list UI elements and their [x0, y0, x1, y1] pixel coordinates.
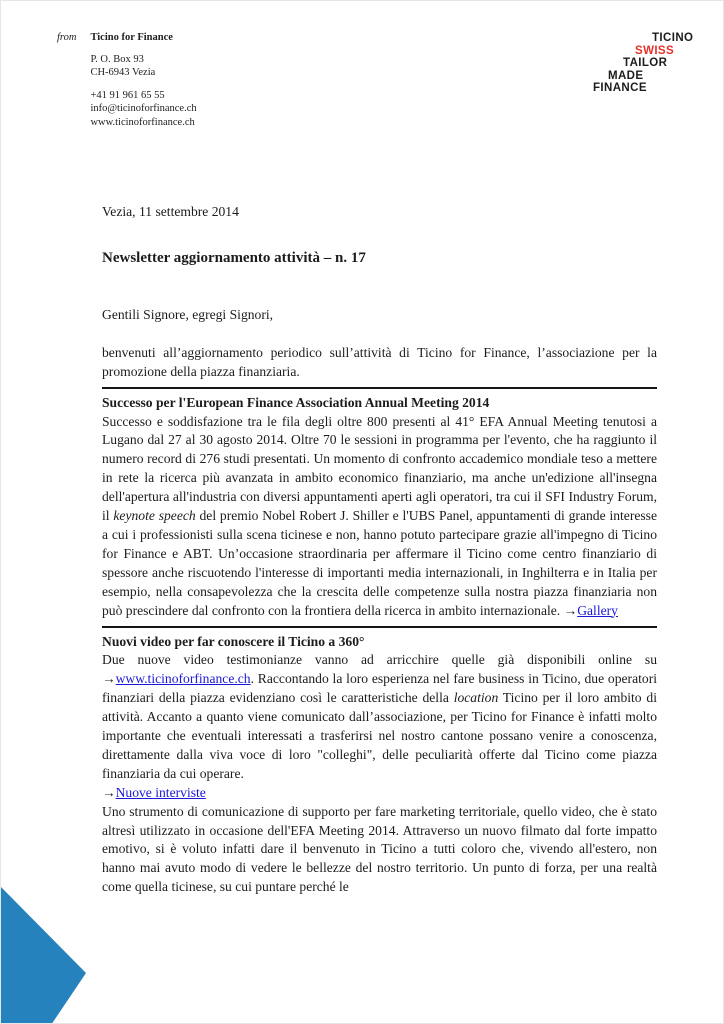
- logo-line-made: MADE: [608, 69, 644, 82]
- sender-address: [90, 53, 196, 80]
- sender-email: info@ticinoforfinance.ch: [90, 103, 197, 114]
- sender-address-line: P. O. Box 93: [90, 53, 144, 65]
- text-run: . Raccontando la loro esperienza nel fare business in Ticino, due operatori finanziari della piazza evidenziano così le caratteristiche della: [102, 671, 657, 706]
- salutation: Gentili Signore, egregi Signori,: [102, 306, 274, 322]
- logo-line-tailor: TAILOR: [623, 57, 668, 70]
- section-paragraph-video-1: [102, 651, 657, 802]
- gallery-link[interactable]: Gallery: [577, 602, 618, 618]
- logo-line-finance: FINANCE: [593, 82, 647, 95]
- logo-line-swiss: SWISS: [635, 44, 675, 57]
- blue-arrow-graphic: [1, 885, 87, 1024]
- sender-block: [57, 31, 197, 129]
- sender-website: www.ticinoforfinance.ch: [90, 116, 195, 128]
- website-link[interactable]: www.ticinoforfinance.ch: [115, 671, 251, 687]
- text-run: Ticino per il loro ambito di attività. Accanto a quanto viene comunicato dall’associazione, per Ticino for Finance è infatti molto importante che eventuali interessati a trasferirsi nel nostro cantone possano venire a conoscenza, direttamente dalla viva voce di loro "colleghi", delle peculiarità offerte dal Ticino come piazza finanziaria da cui operare.: [102, 690, 657, 781]
- section-paragraph-video-2: [102, 803, 657, 898]
- blue-arrow-shape: [1, 887, 86, 1024]
- logo-line-ticino: TICINO: [652, 32, 694, 44]
- intro-paragraph: benvenuti all’aggiornamento periodico sull’attività di Ticino for Finance, l’associazione per la promozione della piazza finanziaria.: [102, 344, 657, 379]
- dateline: Vezia, 11 settembre 2014: [102, 204, 239, 219]
- text-run: Uno strumento di comunicazione di supporto per fare marketing territoriale, quello video, che è stato altresì utilizzato in occasione dell'EFA Meeting 2014. Attraverso un nuovo filmato dal forte impatto emotivo, si è voluto infatti dare il benvenuto in Ticino a tutti coloro che, vivendo all'estero, non hanno mai avuto modo di vedere le bellezze del nostro territorio. Un punto di forza, per una realtà come quella ticinese, su cui puntare perché le: [102, 803, 657, 895]
- from-label: from: [57, 32, 77, 43]
- sender-address-line: CH-6943 Vezia: [90, 67, 156, 78]
- text-run: Successo e soddisfazione tra le fila degli oltre 800 presenti al 41° EFA Annual Meeting tenutosi a Lugano dal 27 al 30 agosto 2014. Oltre 70 le sessioni in programma per l'evento, che ha raggiunto il numero record di 276 studi presentati. Un momento di confronto accademico mondiale teso a mettere in rete la ricerca più avanzata in ambito economico finanziario, ma anche un'edizione all'insegna dell'apertura all'industria con diversi appuntamenti aperti agli operatori, tra cui il SFI Industry Forum, il: [102, 413, 657, 524]
- italic-text: keynote speech: [113, 508, 196, 524]
- italic-text: location: [453, 690, 499, 706]
- section-paragraph-efa: [102, 413, 657, 621]
- sender-name: Ticino for Finance: [90, 32, 173, 43]
- arrow-glyph: →: [102, 671, 116, 687]
- arrow-glyph: →: [563, 602, 578, 618]
- sender-details: [90, 31, 196, 129]
- sender-contact: [90, 89, 196, 130]
- brand-logo: [593, 32, 693, 95]
- sender-phone: +41 91 961 65 55: [90, 89, 165, 101]
- interviews-link[interactable]: Nuove interviste: [115, 784, 206, 800]
- letter-body: [102, 203, 657, 897]
- section-heading-video: Nuovi video per far conoscere il Ticino a 360°: [102, 633, 365, 649]
- section-divider: [102, 626, 657, 628]
- arrow-glyph: →: [102, 784, 116, 800]
- newsletter-title: Newsletter aggiornamento attività – n. 17: [102, 249, 366, 266]
- section-heading-efa: Successo per l'European Finance Association Annual Meeting 2014: [102, 394, 490, 410]
- section-divider: [102, 387, 657, 389]
- text-run: del premio Nobel Robert J. Shiller e l'UBS Panel, appuntamenti di grande interesse a cui i professionisti sulla scena ticinese e non, hanno potuto partecipare grazie all'impegno di Ticino for Finance e ABT. Un’occasione straordinaria per affermare il Ticino come centro finanziario di spessore anche riscuotendo l'interesse di importanti media internazionali, in Inghilterra e in Italia per esempio, nella consapevolezza che la crescita delle competenze sulla nostra piazza finanziaria non può prescindere dal confronto con la frontiera della ricerca in ambito internazionale.: [102, 508, 658, 618]
- text-run: Due nuove video testimonianze vanno ad arricchire quelle già disponibili online su: [102, 652, 657, 668]
